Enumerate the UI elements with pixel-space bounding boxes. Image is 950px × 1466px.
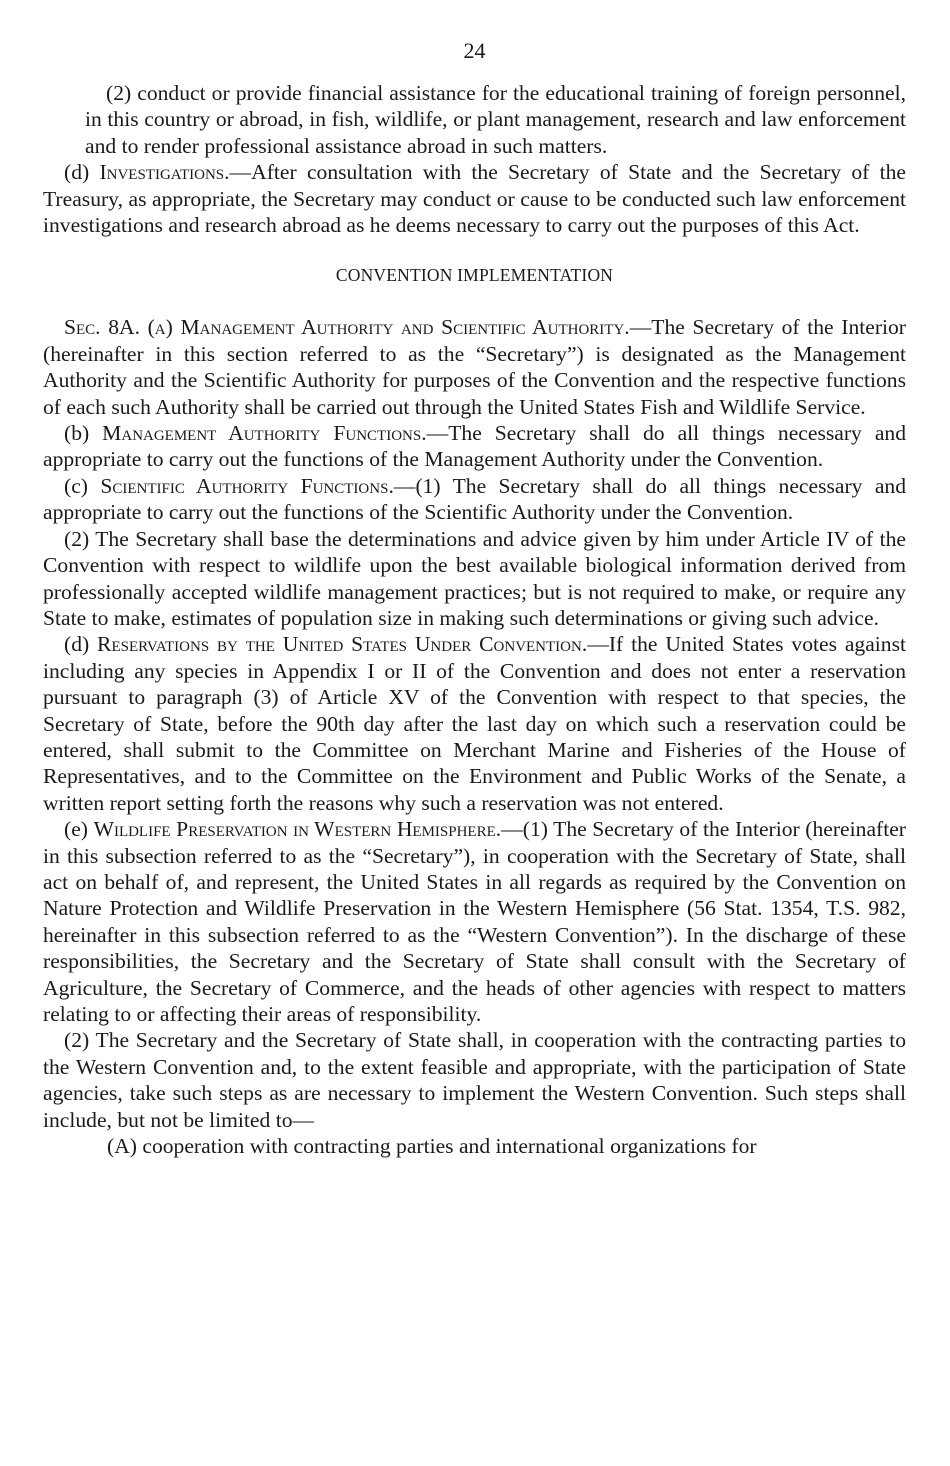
paragraph-d-investigations xyxy=(43,159,906,238)
section-8a-c2: (2) The Secretary shall base the determinations and advice given by him under Article IV of the Convention with respect to wildlife upon the best available biological information derived from professionally accepted wildlife management practices; but is not required to make, or require any State to make, estimates of population size in making such determinations or giving such advice. xyxy=(43,526,906,630)
paragraph-c2: (2) conduct or provide financial assistance for the educational training of foreign personnel, in this country or abroad, in fish, wildlife, or plant management, research and law enforcement and to render professional assistance abroad in such matters. xyxy=(85,81,906,158)
paragraph-text: —If the United States votes against including any species in Appendix I or II of the Convention and does not enter a reservation pursuant to paragraph (3) of Article XV of the Convention with respect to that species, the Secretary of State, before the 90th day after the last day on which such a reservation could be entered, shall submit to the Committee on Merchant Marine and Fisheries of the House of Representatives, and to the Committee on the Environment and Public Works of the Senate, a written report setting forth the reasons why such a reservation was not entered. xyxy=(43,632,907,815)
paragraph-label: (b) xyxy=(64,421,103,446)
paragraph-text: —After consultation with the Secretary of State and the Secretary of the Treasury, as appropriate, the Secretary may conduct or cause to be conducted such law enforcement investigations and research abroad as he deems necessary to carry out the purposes of this Act. xyxy=(43,160,906,238)
paragraph-text: —The Secretary shall do all things necessary and appropriate to carry out the functions of the Management Authority under the Convention. xyxy=(43,421,906,472)
section-8a-e2: (2) The Secretary and the Secretary of State shall, in cooperation with the contracting parties to the Western Convention and, to the extent feasible and appropriate, with the participation of State agencies, take such steps as are necessary to implement the Western Convention. Such steps shall include, but not be limited to— xyxy=(43,1028,906,1132)
paragraph-caption: Management Authority Functions. xyxy=(102,421,427,446)
paragraph-text: —The Secretary of the Interior (hereinafter in this section referred to as the “Secretary”) is designated as the Management Authority and the Scientific Authority for purposes of the Convention and the respective functions of each such Authority shall be carried out through the United States Fish and Wildlife Service. xyxy=(43,315,906,419)
section-8a-a xyxy=(43,314,906,420)
paragraph-label: (d) xyxy=(64,632,98,657)
section-8a-e2-A: (A) cooperation with contracting parties and international organizations for xyxy=(107,1134,757,1159)
paragraph-caption: Wildlife Preservation in Western Hemisphere. xyxy=(93,817,502,842)
paragraph-text: —(1) The Secretary shall do all things necessary and appropriate to carry out the functions of the Scientific Authority under the Convention. xyxy=(43,473,906,525)
section-8a-c xyxy=(43,473,906,526)
paragraph-caption: Management Authority and Scientific Authority. xyxy=(180,315,630,340)
paragraph-label: (e) xyxy=(64,817,94,842)
paragraph-label: (d) xyxy=(64,160,100,185)
paragraph-text: —(1) The Secretary of the Interior (hereinafter in this subsection referred to as the “Secretary”), in cooperation with the Secretary of State, shall act on behalf of, and represent, the United States in all regards as required by the Convention on Nature Protection and Wildlife Preservation in the Western Hemisphere (56 Stat. 1354, T.S. 982, hereinafter in this subsection referred to as the “Western Convention”). In the discharge of these responsibilities, the Secretary and the Secretary of State shall consult with the Secretary of Agriculture, the Secretary of Commerce, and the heads of other agencies with respect to matters relating to or affecting their areas of responsibility. xyxy=(43,817,906,1026)
page-number: 24 xyxy=(463,38,486,63)
section-8a-b xyxy=(43,420,906,473)
section-8a-e xyxy=(43,816,906,1027)
paragraph-caption: Investigations. xyxy=(99,160,230,185)
section-8a-d xyxy=(43,631,906,816)
paragraph-caption: Reservations by the United States Under Convention. xyxy=(97,632,588,657)
section-label: Sec. 8A. (a) xyxy=(64,315,181,340)
paragraph-label: (c) xyxy=(64,473,101,498)
section-heading: CONVENTION IMPLEMENTATION xyxy=(335,265,614,286)
document-page xyxy=(43,38,906,1159)
paragraph-caption: Scientific Authority Functions. xyxy=(100,473,394,498)
